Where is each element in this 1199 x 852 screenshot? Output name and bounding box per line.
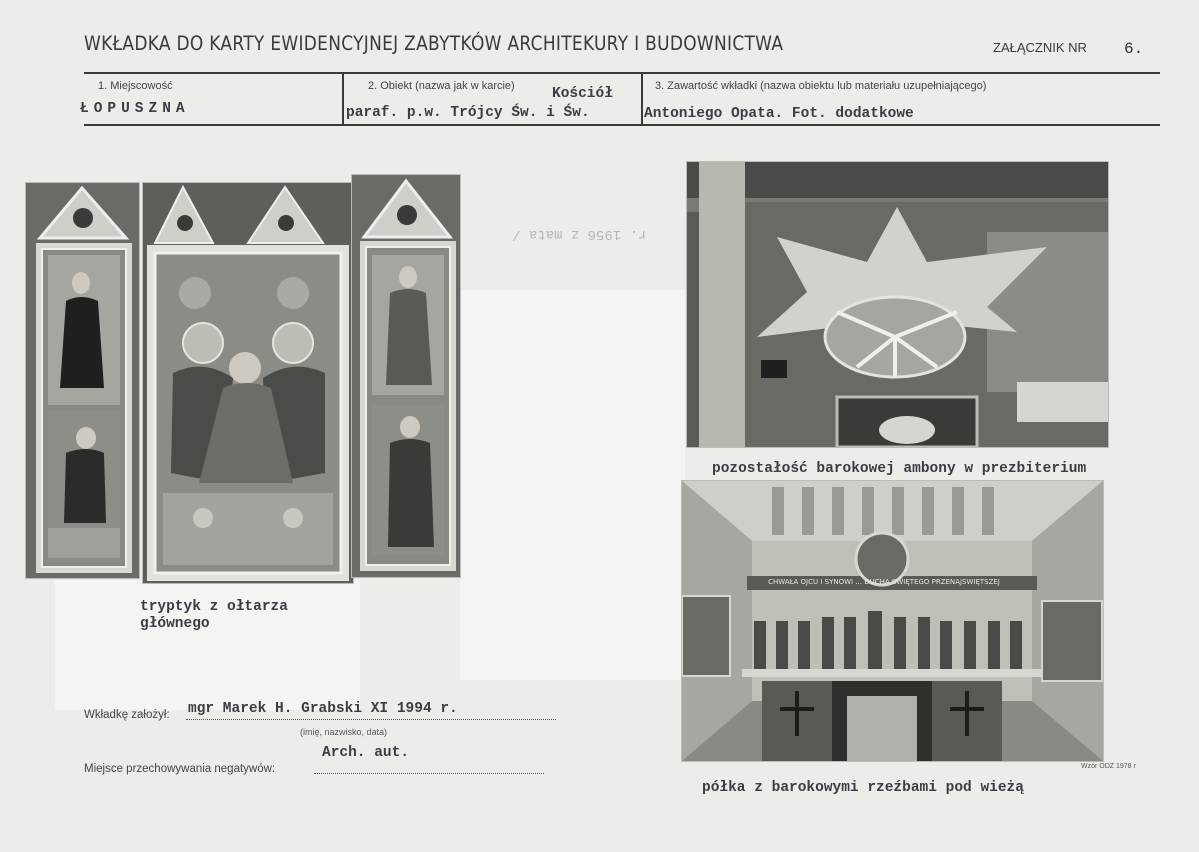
triptych-caption [140,599,288,633]
shelf-caption: półka z barokowymi rzeźbami pod wieżą [702,780,1024,796]
triptych-left-wing-photo [26,183,139,578]
object-value-line1: Kościół [552,86,613,102]
triptych-caption-line1: tryptyk z ołtarza [140,599,288,615]
header-rule-top [84,72,1160,74]
object-label: 2. Obiekt (nazwa jak w karcie) [368,80,515,92]
backing-slip-center [460,290,685,680]
shelf-photo-inscription: CHWAŁA OJCU I SYNOWI ... DUCHA ŚWIĘTEGO PRZENAJŚWIĘTSZEJ [768,578,1000,586]
triptych-caption-line2: głównego [140,616,210,632]
annex-number: 6. [1124,40,1144,58]
header-rule-bottom [84,124,1160,126]
triptych-center-photo [143,183,353,583]
header-divider-2 [641,72,643,126]
triptych-right-wing-photo [352,175,460,577]
shelf-photo [682,481,1103,761]
bleed-through-text: r. 1956 z mata / [512,226,647,242]
created-by-line [186,719,556,720]
created-by-label: Wkładkę założył: [84,709,170,721]
locality-label: 1. Miejscowość [98,80,173,92]
negatives-storage-line [314,773,544,774]
annex-label: ZAŁĄCZNIK NR [993,40,1087,55]
negatives-storage-value: Arch. aut. [322,745,410,761]
contents-label: 3. Zawartość wkładki (nazwa obiektu lub materiału uzupełniającego) [655,80,987,92]
form-title: WKŁADKA DO KARTY EWIDENCYJNEJ ZABYTKÓW ARCHITEKURY I BUDOWNICTWA [84,32,784,56]
pulpit-caption: pozostałość barokowej ambony w prezbiterium [712,461,1087,477]
negatives-storage-label: Miejsce przechowywania negatywów: [84,763,276,775]
pulpit-photo [687,162,1108,447]
form-code: Wzór ODZ 1978 r [1081,763,1136,770]
created-by-hint: (imię, nazwisko, data) [300,727,388,737]
created-by-value: mgr Marek H. Grabski XI 1994 r. [188,701,458,717]
header-divider-1 [342,72,344,126]
locality-value: ŁOPUSZNA [80,101,190,117]
contents-value: Antoniego Opata. Fot. dodatkowe [644,106,914,122]
object-value-line2: paraf. p.w. Trójcy Św. i Św. [346,105,590,121]
